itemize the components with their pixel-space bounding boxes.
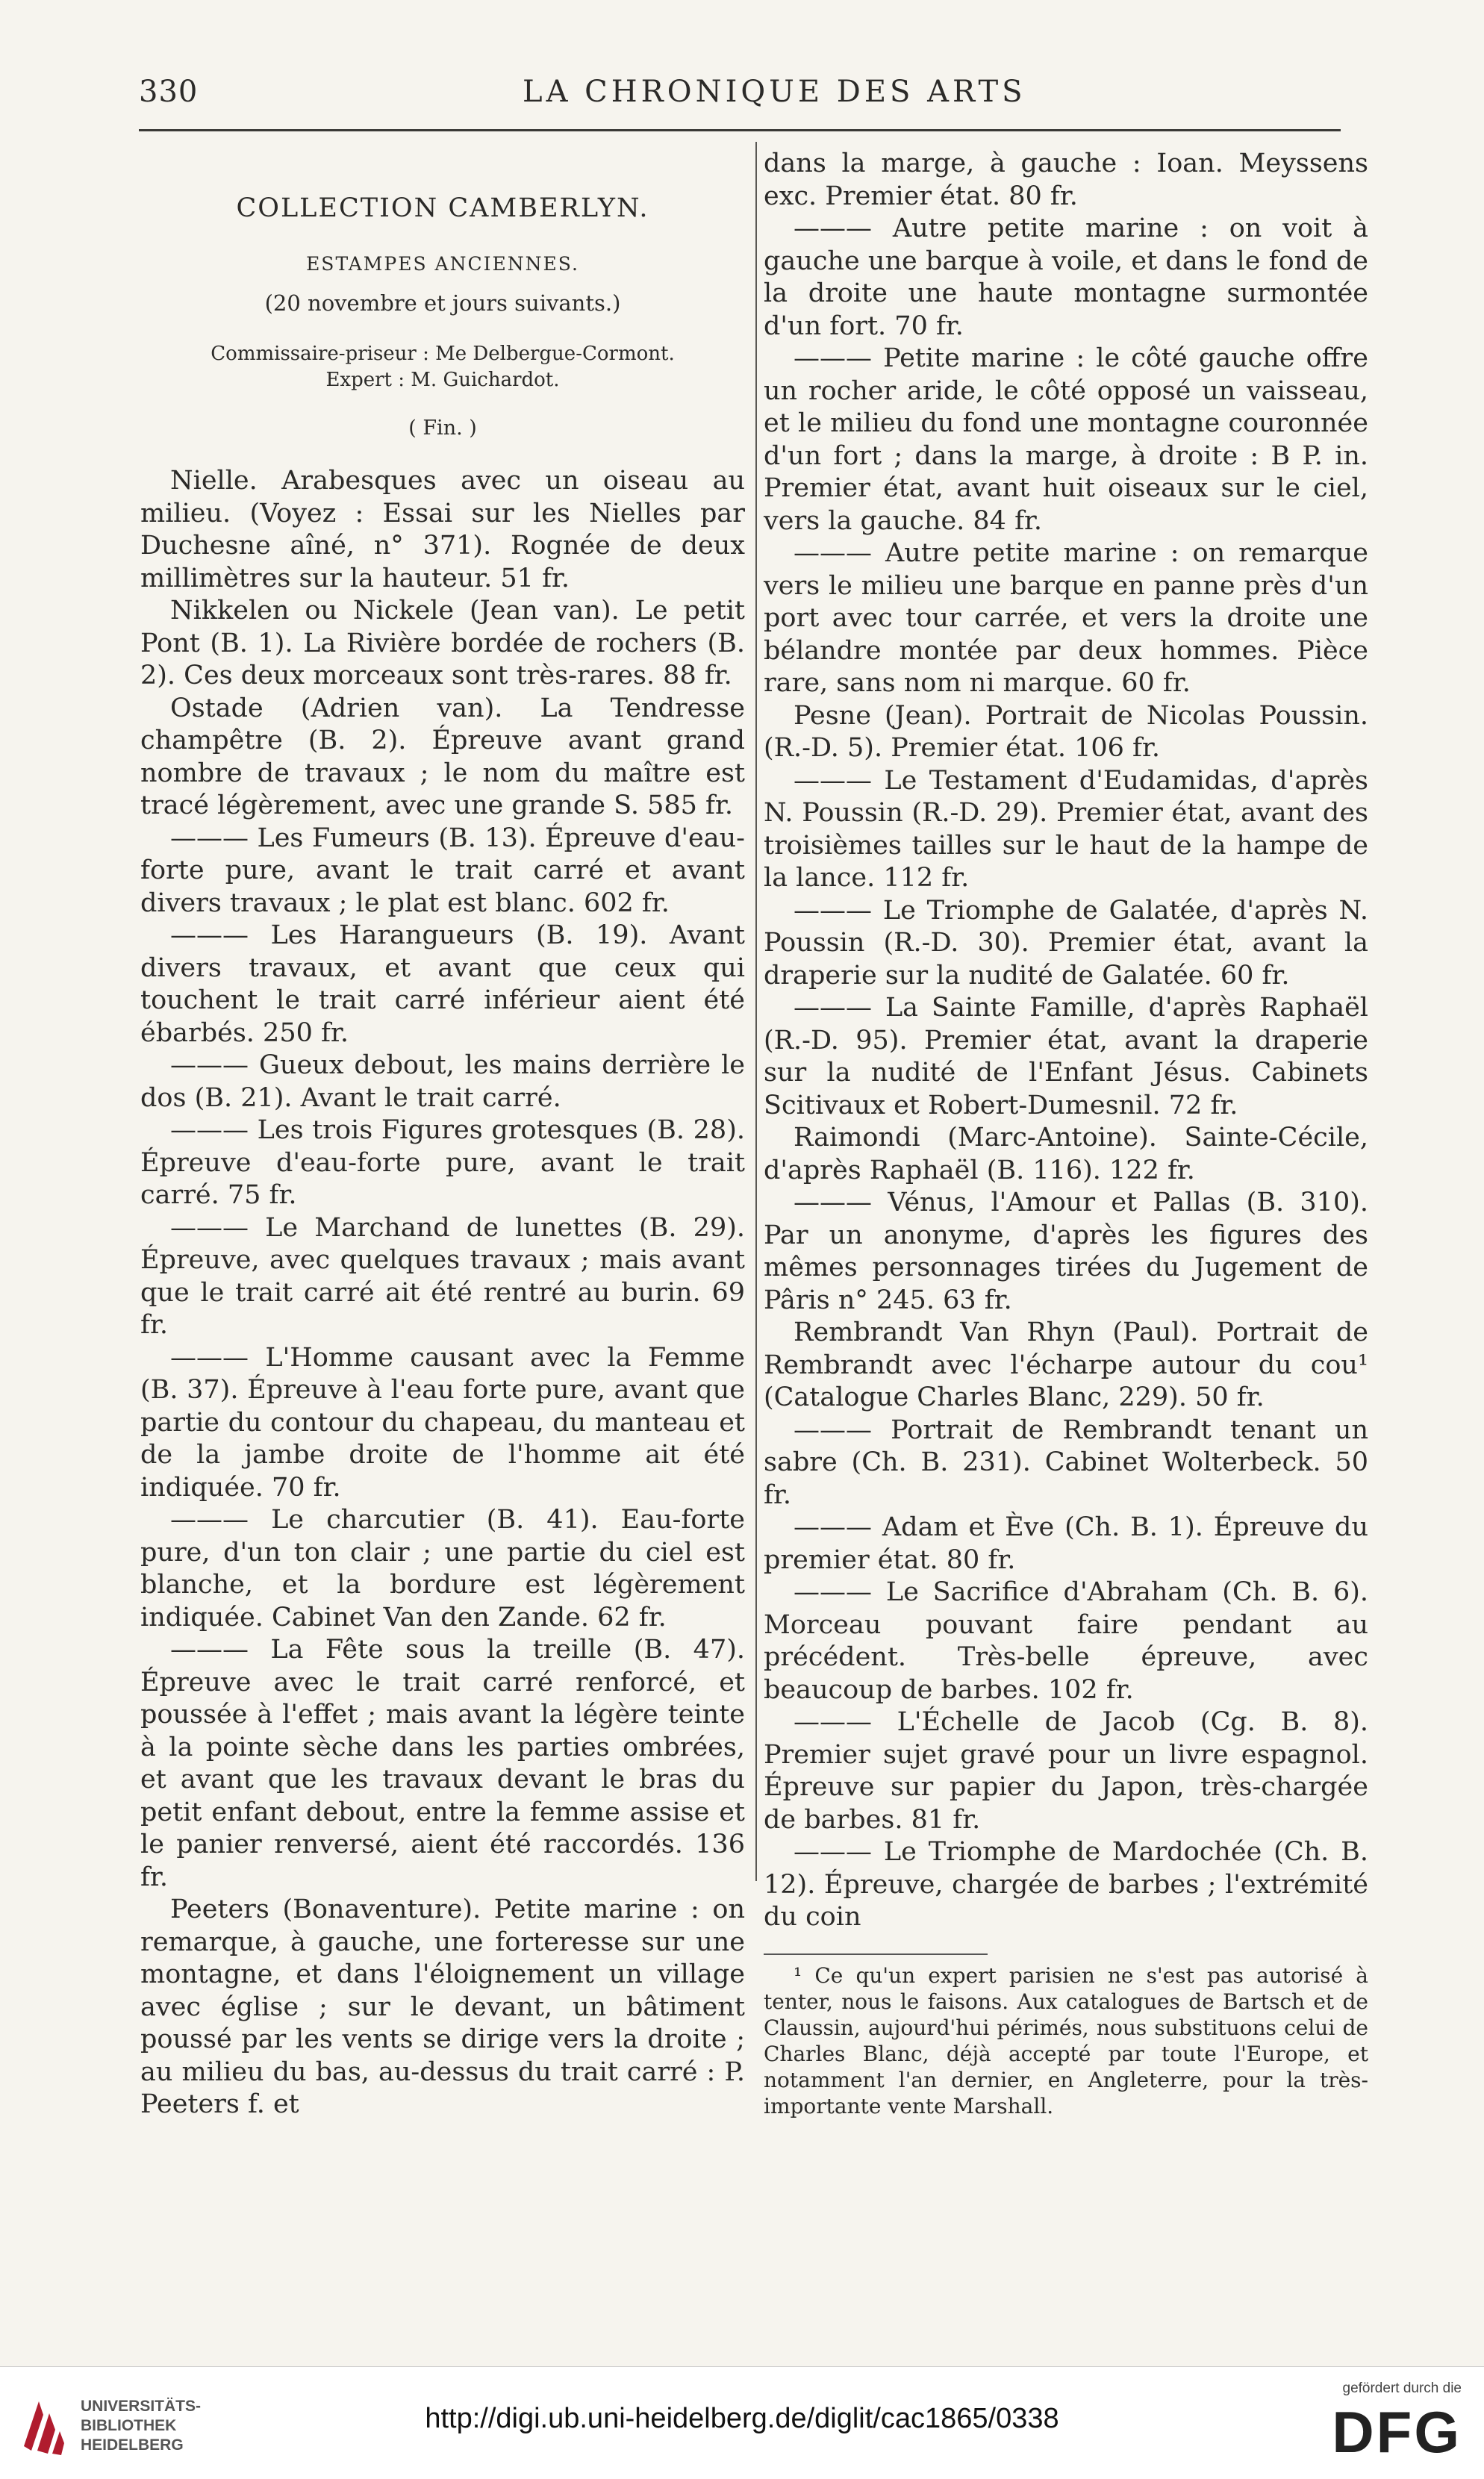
entry-paragraph: ——— Vénus, l'Amour et Pallas (B. 310). Par un anonyme, d'après les figures des mêmes personnages tirées du Jugement de Pâris n° 245. 63 fr. bbox=[764, 1188, 1368, 1315]
entry-paragraph: ——— Le Triomphe de Mardochée (Ch. B. 12). Épreuve, chargée de barbes ; l'extrémité du coin bbox=[764, 1837, 1368, 1932]
sale-dates: (20 novembre et jours suivants.) bbox=[264, 290, 621, 316]
entry-paragraph: ——— Autre petite marine : on remarque vers le milieu une barque en panne près d'un port avec tour carrée, et vers la droite une bélandre montée par deux hommes. Pièce rare, sans nom ni marque. 60 fr. bbox=[764, 538, 1368, 698]
journal-title: LA CHRONIQUE DES ARTS bbox=[523, 75, 1026, 109]
entry-paragraph: ——— La Fête sous la treille (B. 47). Épreuve avec le trait carré renforcé, et poussée à l'effet ; mais avant la légère teinte à la pointe sèche dans les parties ombrées, et avant que les travaux devant le bras du petit enfant debout, entre la femme assise et le panier renversé, aient été raccordés. 136 fr. bbox=[140, 1635, 745, 1892]
header-rule bbox=[139, 129, 1341, 131]
auctioneer-line: Commissaire-priseur : Me Delbergue-Cormont. bbox=[211, 342, 675, 365]
entry-paragraph: ——— Les trois Figures grotesques (B. 28). Épreuve d'eau-forte pure, avant le trait carré. 75 fr. bbox=[140, 1115, 745, 1210]
page-number: 330 bbox=[139, 75, 199, 109]
entry-paragraph: ——— L'Homme causant avec la Femme (B. 37). Épreuve à l'eau forte pure, avant que partie du contour du chapeau, du manteau et de la jambe droite de l'homme ait été indiquée. 70 fr. bbox=[140, 1342, 745, 1503]
entry-paragraph: Peeters (Bonaventure). Petite marine : on remarque, à gauche, une forteresse sur une montagne, et dans l'éloignement un village avec église ; sur le devant, un bâtiment poussé par les vents se dirige vers la droite ; au milieu du bas, au-dessus du trait carré : P. Peeters f. et bbox=[140, 1895, 745, 2119]
entry-paragraph: ——— Les Harangueurs (B. 19). Avant divers travaux, et avant que ceux qui touchent le trait carré inférieur aient été ébarbés. 250 fr. bbox=[140, 920, 745, 1048]
entry-paragraph: ——— Les Fumeurs (B. 13). Épreuve d'eau-forte pure, avant le trait carré et avant divers travaux ; le plat est blanc. 602 fr. bbox=[140, 823, 745, 918]
sponsor[interactable] bbox=[1332, 2380, 1462, 2466]
entry-paragraph: ——— Le charcutier (B. 41). Eau-forte pure, d'un ton clair ; une partie du ciel est blanche, et la bordure est légèrement indiquée. Cabinet Van den Zande. 62 fr. bbox=[140, 1505, 745, 1633]
entry-paragraph: Ostade (Adrien van). La Tendresse champêtre (B. 2). Épreuve avant grand nombre de travaux ; le nom du maître est tracé légèrement, avec une grande S. 585 fr. bbox=[140, 693, 745, 820]
entry-paragraph: ——— L'Échelle de Jacob (Cg. B. 8). Premier sujet gravé pour un livre espagnol. Épreuve sur papier du Japon, très-chargée de barbes. 81 fr. bbox=[764, 1707, 1368, 1835]
expert-line: Expert : M. Guichardot. bbox=[325, 368, 560, 391]
entry-paragraph: Raimondi (Marc-Antoine). Sainte-Cécile, d'après Raphaël (B. 116). 122 fr. bbox=[764, 1123, 1368, 1185]
entry-paragraph: ——— Petite marine : le côté gauche offre un rocher aride, le côté opposé un vaisseau, et le milieu du fond une montagne couronnée d'un fort ; dans la marge, à droite : B P. in. Premier état, avant huit oiseaux sur le ciel, vers la gauche. 84 fr. bbox=[764, 343, 1368, 536]
footnote: ¹ Ce qu'un expert parisien ne s'est pas autorisé à tenter, nous le faisons. Aux catalogues de Bartsch et de Claussin, aujourd'hui périmés, nous substituons celui de Charles Blanc, déjà accepté par toute l'Europe, et notamment l'an dernier, en Angleterre, pour la très-importante vente Marshall. bbox=[764, 1962, 1368, 2118]
entry-paragraph: Pesne (Jean). Portrait de Nicolas Poussin. (R.-D. 5). Premier état. 106 fr. bbox=[764, 700, 1368, 763]
entry-paragraph: ——— La Sainte Famille, d'après Raphaël (R.-D. 95). Premier état, avant la draperie sur la nudité de l'Enfant Jésus. Cabinets Scitivaux et Robert-Dumesnil. 72 fr. bbox=[764, 993, 1368, 1120]
section-title: COLLECTION CAMBERLYN. bbox=[236, 193, 649, 223]
right-column bbox=[764, 148, 1368, 2119]
footnote-rule bbox=[764, 1953, 988, 1955]
entry-paragraph: ——— Le Marchand de lunettes (B. 29). Épreuve, avec quelques travaux ; mais avant que le trait carré ait été rentré au burin. 69 fr. bbox=[140, 1212, 745, 1340]
column-divider bbox=[755, 142, 757, 1881]
fin-marker: ( Fin. ) bbox=[408, 416, 477, 440]
entry-paragraph: ——— Le Sacrifice d'Abraham (Ch. B. 6). Morceau pouvant faire pendant au précédent. Très-belle épreuve, avec beaucoup de barbes. 102 fr. bbox=[764, 1577, 1368, 1705]
dfg-logo: DFG bbox=[1332, 2399, 1462, 2465]
entry-paragraph: ——— Le Testament d'Eudamidas, d'après N. Poussin (R.-D. 29). Premier état, avant des troisièmes tailles sur le haut de la hampe de la lance. 112 fr. bbox=[764, 765, 1368, 893]
permalink[interactable]: http://digi.ub.uni-heidelberg.de/diglit/cac1865/0338 bbox=[425, 2403, 1059, 2434]
entry-paragraph: Nielle. Arabesques avec un oiseau au milieu. (Voyez : Essai sur les Nielles par Duchesne aîné, n° 371). Rognée de deux millimètres sur la hauteur. 51 fr. bbox=[140, 466, 745, 593]
entry-paragraph: ——— Autre petite marine : on voit à gauche une barque à voile, et dans le fond de la droite une haute montagne surmontée d'un fort. 70 fr. bbox=[764, 213, 1368, 341]
library-name-line1: UNIVERSITÄTS- bbox=[81, 2398, 202, 2415]
entry-paragraph: Nikkelen ou Nickele (Jean van). Le petit Pont (B. 1). La Rivière bordée de rochers (B. 2). Ces deux morceaux sont très-rares. 88 fr. bbox=[140, 596, 745, 690]
entry-paragraph: ——— Adam et Ève (Ch. B. 1). Épreuve du premier état. 80 fr. bbox=[764, 1512, 1368, 1575]
library-name-line3: HEIDELBERG bbox=[81, 2436, 184, 2454]
entry-paragraph: Rembrandt Van Rhyn (Paul). Portrait de Rembrandt avec l'écharpe autour du cou¹ (Catalogue Charles Blanc, 229). 50 fr. bbox=[764, 1318, 1368, 1412]
entry-paragraph: ——— Gueux debout, les mains derrière le dos (B. 21). Avant le trait carré. bbox=[140, 1050, 745, 1113]
library-name-line2: BIBLIOTHEK bbox=[81, 2417, 177, 2434]
digitization-footer bbox=[0, 2366, 1484, 2479]
entry-paragraph: dans la marge, à gauche : Ioan. Meyssens exc. Premier état. 80 fr. bbox=[764, 149, 1368, 211]
entry-paragraph: ——— Le Triomphe de Galatée, d'après N. Poussin (R.-D. 30). Premier état, avant la draperie sur la nudité de Galatée. 60 fr. bbox=[764, 895, 1368, 991]
left-column bbox=[140, 148, 745, 2121]
entry-paragraph: ——— Portrait de Rembrandt tenant un sabre (Ch. B. 231). Cabinet Wolterbeck. 50 fr. bbox=[764, 1415, 1368, 1510]
sponsor-text: gefördert durch die bbox=[1342, 2380, 1462, 2396]
section-subtitle: ESTAMPES ANCIENNES. bbox=[306, 252, 579, 275]
